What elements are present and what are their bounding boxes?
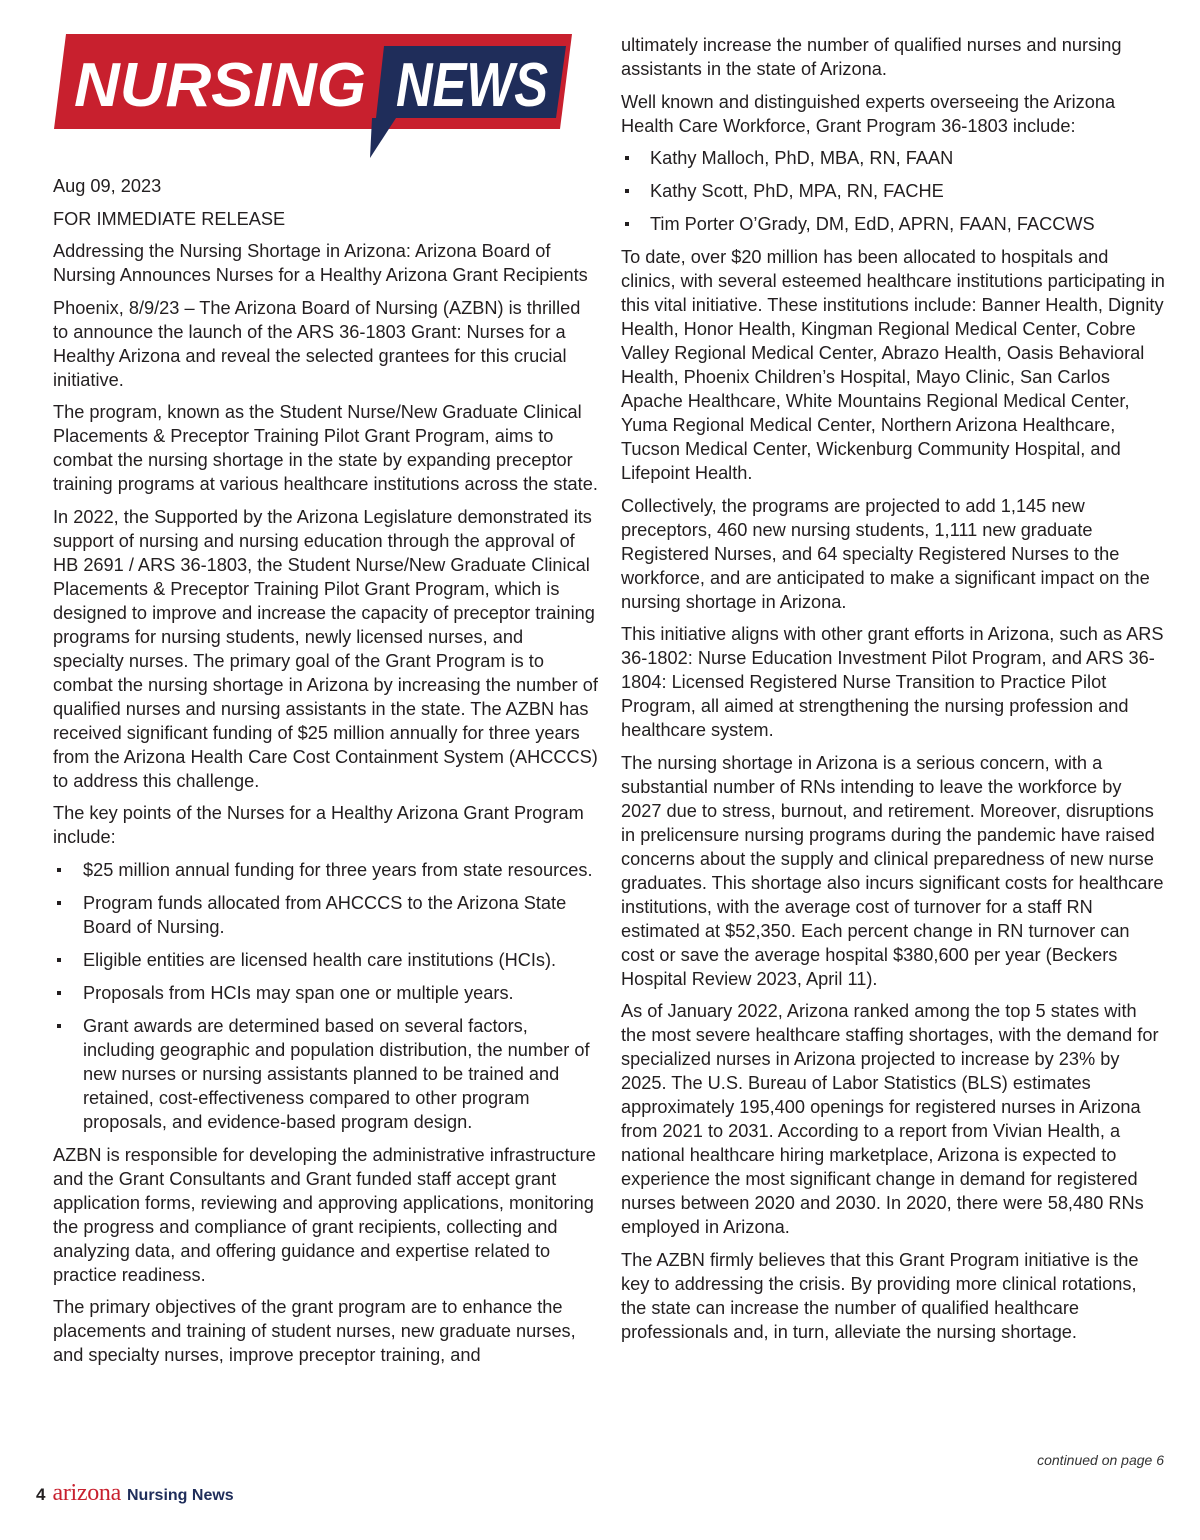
paragraph: In 2022, the Supported by the Arizona Legislature demonstrated its support of nursing and nursing education through the approval of HB 2691 / ARS 36-1803, the Student Nurse/New Graduate Clinical Placements & Preceptor Training Pilot Grant Program, which is designed to improve and increase the capacity of preceptor training programs for nursing students, newly licensed nurses, and specialty nurses. The primary goal of the Grant Program is to combat the nursing shortage in Arizona by increasing the number of qualified nurses and nursing assistants in the state. The AZBN has received significant funding of $25 million annually for three years from the Arizona Health Care Cost Containment System (AHCCCS) to address this challenge. (53, 506, 598, 791)
logo-word-nursing: NURSING (74, 51, 366, 120)
paragraph: This initiative aligns with other grant efforts in Arizona, such as ARS 36-1802: Nurse Education Investment Pilot Program, and ARS 36-1804: Licensed Registered Nurse Transition to Practice Pilot Program, all aimed at strengthening the nursing profession and healthcare system. (621, 624, 1164, 740)
list-item: Grant awards are determined based on several factors, including geographic and population distribution, the number of new nurses or nursing assistants planned to be trained and retained, cost-effectiveness compared to other program proposals, and evidence-based program design. (53, 1014, 598, 1134)
paragraph: The key points of the Nurses for a Healthy Arizona Grant Program include: (53, 803, 584, 847)
release-date: Aug 09, 2023 (53, 176, 162, 196)
paragraph: Collectively, the programs are projected to add 1,145 new preceptors, 460 new nursing students, 1,111 new graduate Registered Nurses, and 64 specialty Registered Nurses to the workforce, and are anticipated to make a significant impact on the nursing shortage in Arizona. (621, 495, 1150, 612)
paragraph: As of January 2022, Arizona ranked among the top 5 states with the most severe healthcare staffing shortages, with the demand for specialized nurses in Arizona projected to increase by 23% by 2025. The U.S. Bureau of Labor Statistics (BLS) estimates approximately 195,400 openings for registered nurses in Arizona from 2021 to 2031. According to a report from Vivian Health, a national healthcare hiring marketplace, Arizona is expected to experience the most significant change in demand for registered nurses between 2020 and 2030. In 2020, there were 58,480 RNs employed in Arizona. (621, 1001, 1159, 1237)
footer-brand: arizona (52, 1480, 121, 1506)
paragraph: The nursing shortage in Arizona is a serious concern, with a substantial number of RNs intending to leave the workforce by 2027 due to stress, burnout, and retirement. Moreover, disruptions in prelicensure nursing programs during the pandemic have raised concerns about the supply and clinical preparedness of new nurse graduates. This shortage also incurs significant costs for healthcare institutions, with the average cost of turnover for a staff RN estimated at $52,350. Each percent change in RN turnover can cost or save the average hospital $380,600 per year (Beckers Hospital Review 2023, April 11). (621, 752, 1164, 989)
list-item: Tim Porter O’Grady, DM, EdD, APRN, FAAN, FACCWS (621, 212, 1166, 236)
page-number: 4 (36, 1485, 46, 1504)
paragraph: The AZBN firmly believes that this Grant Program initiative is the key to addressing the crisis. By providing more clinical rotations, the state can increase the number of qualified healthcare professionals and, in turn, alleviate the nursing shortage. (621, 1249, 1139, 1342)
list-item: Program funds allocated from AHCCCS to the Arizona State Board of Nursing. (53, 891, 598, 939)
right-column (621, 33, 1166, 1352)
paragraph: To date, over $20 million has been allocated to hospitals and clinics, with several esteemed healthcare institutions participating in this vital initiative. These institutions include: Banner Health, Dignity Health, Honor Health, Kingman Regional Medical Center, Cobre Valley Regional Medical Center, Abrazo Health, Oasis Behavioral Health, Phoenix Children’s Hospital, Mayo Clinic, San Carlos Apache Healthcare, White Mountains Regional Medical Center, Yuma Regional Medical Center, Northern Arizona Healthcare, Tucson Medical Center, Wickenburg Community Hospital, and Lifepoint Health. (621, 247, 1165, 483)
logo-graphic (54, 34, 574, 160)
paragraph: AZBN is responsible for developing the administrative infrastructure and the Grant Consultants and Grant funded staff accept grant application forms, reviewing and approving applications, monitoring the progress and compliance of grant recipients, collecting and analyzing data, and offering guidance and expertise related to practice readiness. (53, 1144, 596, 1285)
release-label: FOR IMMEDIATE RELEASE (53, 208, 286, 229)
nursing-news-logo (54, 34, 574, 160)
key-points-list (53, 858, 598, 1134)
paragraph: Phoenix, 8/9/23 – The Arizona Board of Nursing (AZBN) is thrilled to announce the launch of the ARS 36-1803 Grant: Nurses for a Healthy Arizona and reveal the selected grantees for this crucial initiative. (53, 297, 581, 390)
continued-note: continued on page 6 (1037, 1452, 1164, 1468)
list-item: Kathy Scott, PhD, MPA, RN, FACHE (621, 179, 1166, 203)
experts-list (621, 146, 1166, 236)
paragraph: Well known and distinguished experts overseeing the Arizona Health Care Workforce, Grant Program 36-1803 include: (621, 91, 1116, 136)
logo-word-news: NEWS (396, 51, 548, 120)
list-item: Eligible entities are licensed health care institutions (HCIs). (53, 948, 598, 972)
footer-publication: Nursing News (127, 1487, 234, 1504)
paragraph: ultimately increase the number of qualified nurses and nursing assistants in the state of Arizona. (621, 35, 1122, 79)
paragraph: The program, known as the Student Nurse/New Graduate Clinical Placements & Preceptor Training Pilot Grant Program, aims to combat the nursing shortage in the state by expanding preceptor training programs at various healthcare institutions across the state. (53, 402, 598, 494)
paragraph: The primary objectives of the grant program are to enhance the placements and training of student nurses, new graduate nurses, and specialty nurses, improve preceptor training, and (53, 1297, 576, 1365)
article-headline: Addressing the Nursing Shortage in Arizona: Arizona Board of Nursing Announces Nurses for a Healthy Arizona Grant Recipients (53, 241, 588, 285)
list-item: $25 million annual funding for three years from state resources. (53, 858, 598, 882)
list-item: Kathy Malloch, PhD, MBA, RN, FAAN (621, 146, 1166, 170)
list-item: Proposals from HCIs may span one or multiple years. (53, 981, 598, 1005)
left-column (53, 174, 598, 1376)
page-footer (36, 1480, 234, 1510)
